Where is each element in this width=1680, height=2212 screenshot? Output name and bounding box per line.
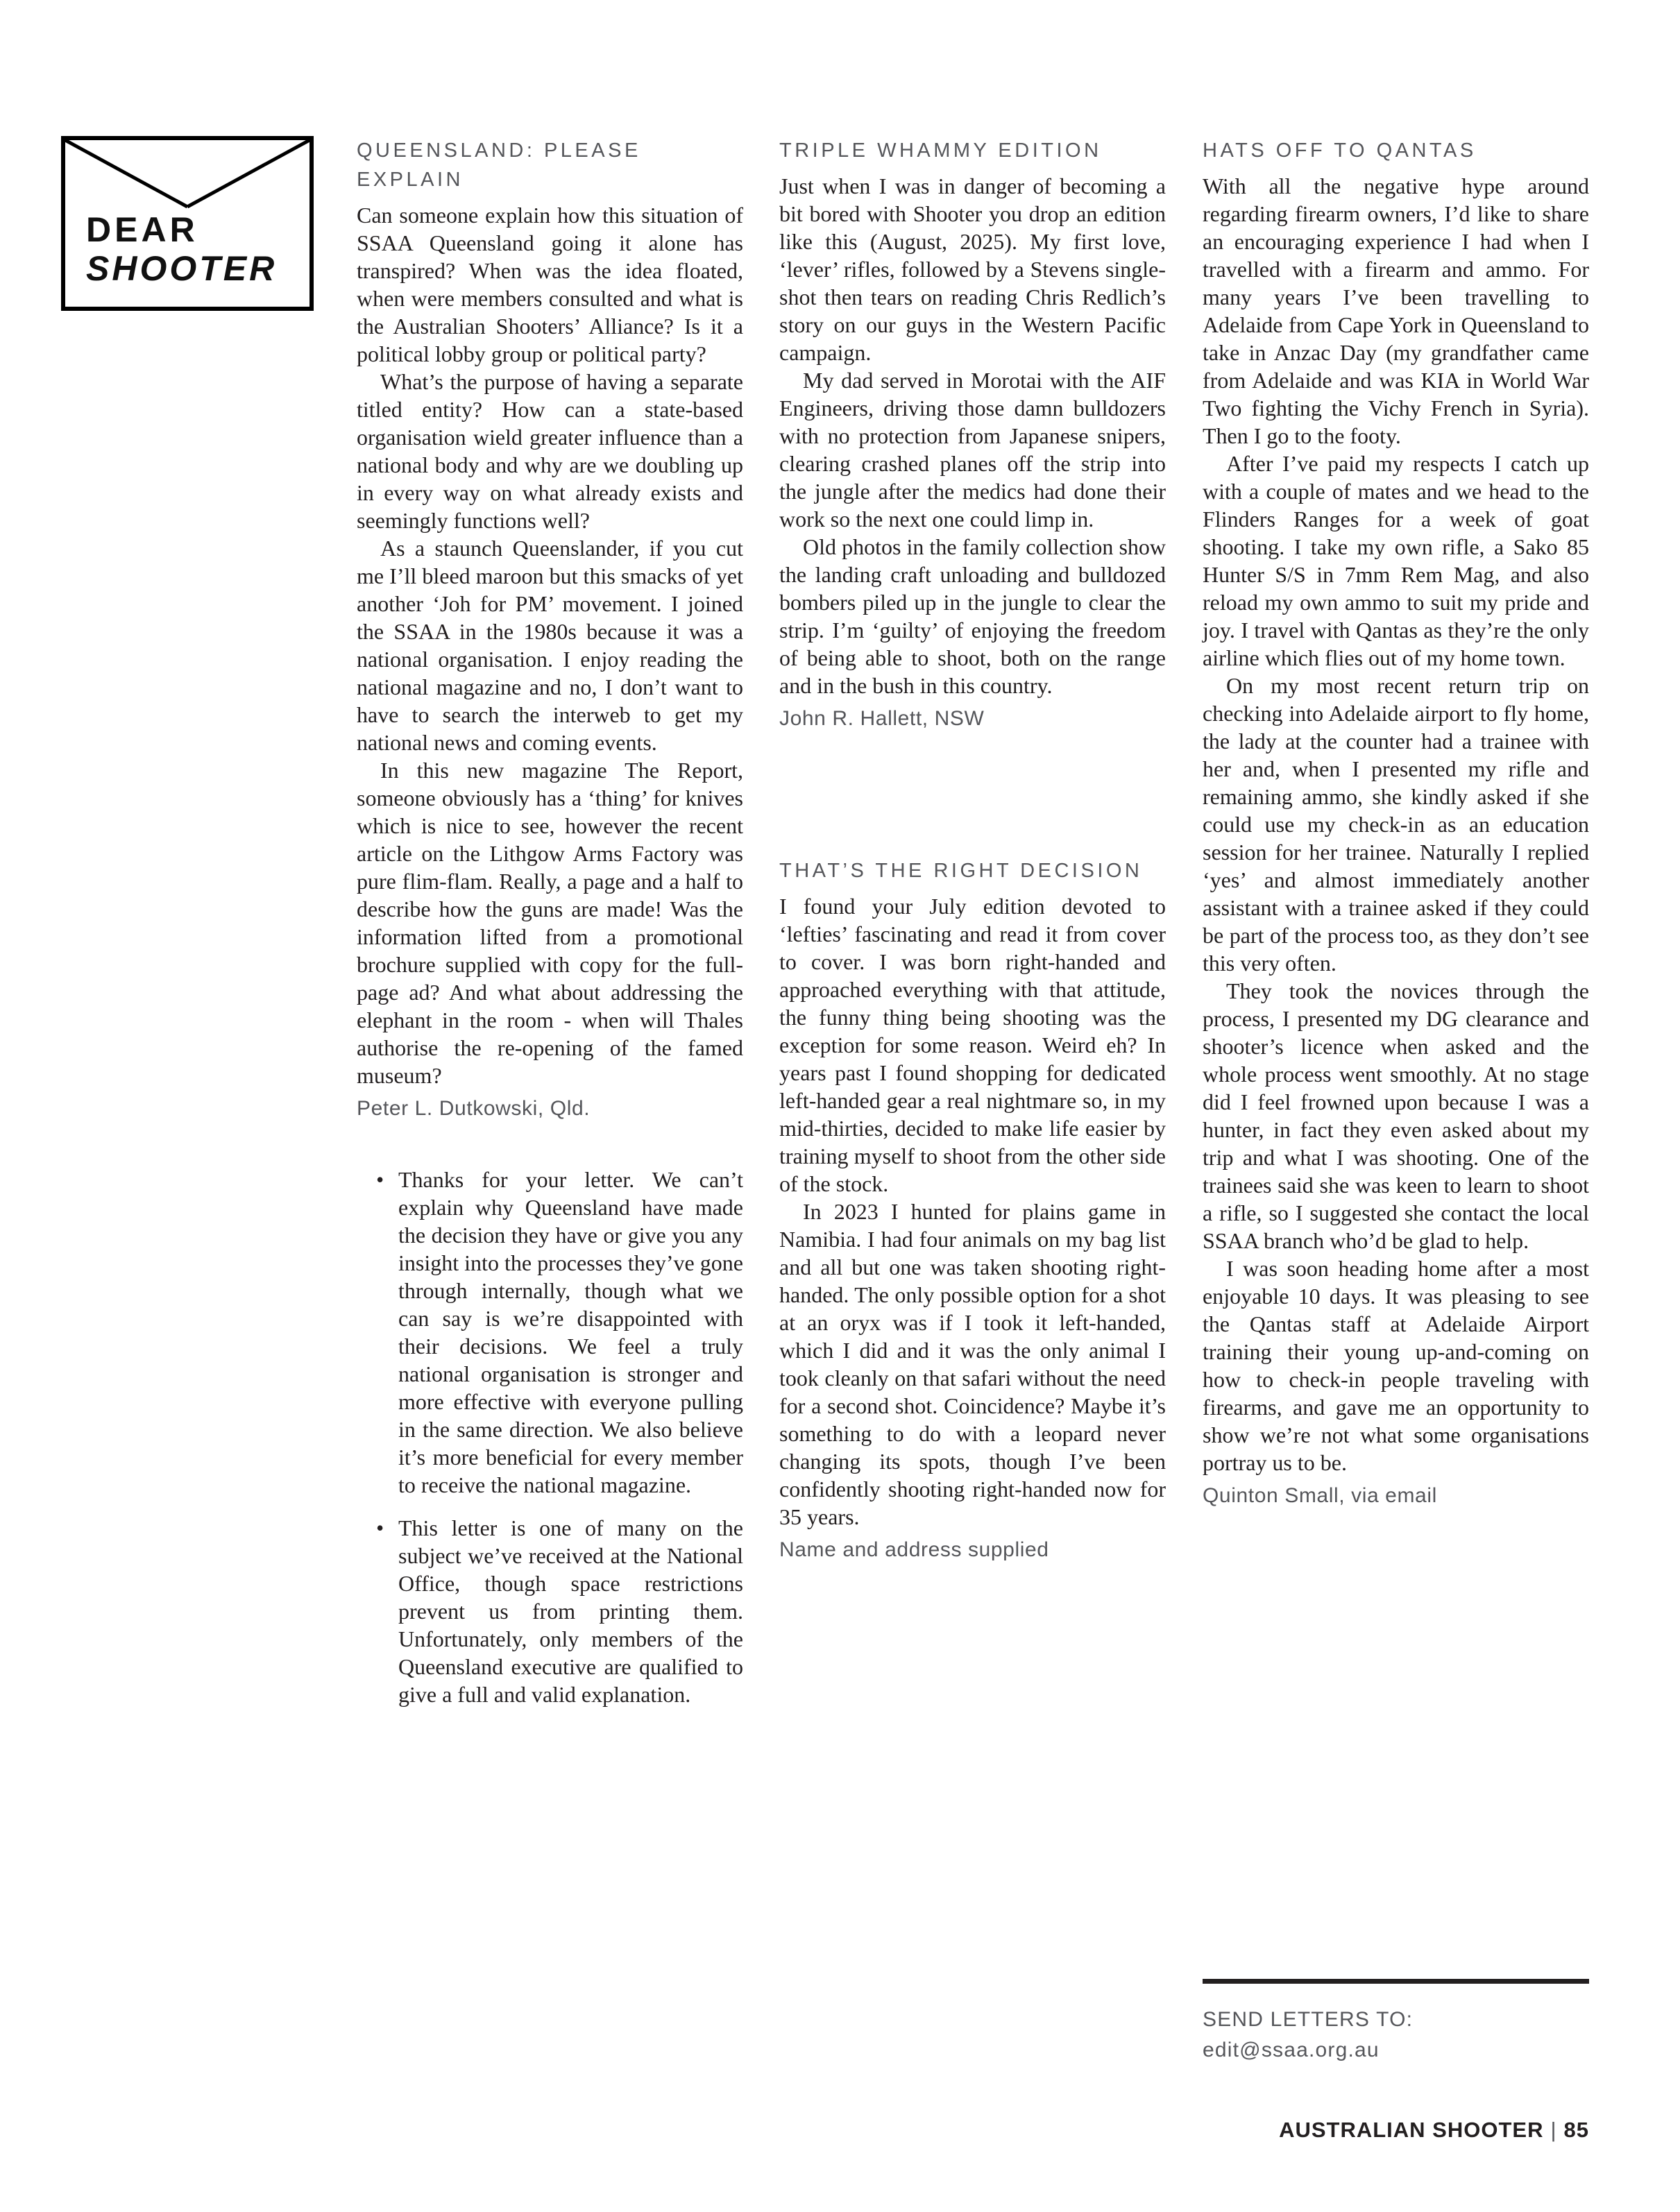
letter-heading: QUEENSLAND: PLEASE EXPLAIN xyxy=(357,139,641,191)
letter-paragraph: Just when I was in danger of becoming a bit bored with Shooter you drop an edition like this (August, 2025). My first love, ‘lever’ rifles, followed by a Stevens single-shot then tears on reading Chris Redlich’s story on our guys in the Western Pacific campaign. xyxy=(779,173,1166,365)
letter-paragraph: My dad served in Morotai with the AIF Engineers, driving those damn bulldozers with no protection from Japanese snipers, clearing crashed planes off the strip into the jungle after the medics had done their work so the next one could limp in. xyxy=(779,368,1166,531)
letter-queensland xyxy=(357,136,743,1708)
letter-paragraph: Old photos in the family collection show the landing craft unloading and bulldozed bombers piled up in the jungle to clear the strip. I’m ‘guilty’ of enjoying the freedom of being able to shoot, both on the range and in the bush in this country. xyxy=(779,534,1166,698)
logo-text-shooter: SHOOTER xyxy=(86,249,278,288)
letter-paragraph: With all the negative hype around regarding firearm owners, I’d like to share an encouraging experience I had when I travelled with a firearm and ammo. For many years I’ve been travelling to Adelaide from Cape York in Queensland to take in Anzac Day (my grandfather came from Adelaide and was KIA in World War Two fighting the Vichy French in Syria). Then I go to the footy. xyxy=(1203,173,1589,448)
dear-shooter-logo xyxy=(61,136,314,311)
column-2 xyxy=(779,136,1166,1564)
letter-paragraph: I was soon heading home after a most enjoyable 10 days. It was pleasing to see the Qantas staff at Adelaide Airport training their young up-and-coming on how to check-in people traveling with firearms, and gave me an opportunity to show we’re not what some organisations portray us to be. xyxy=(1203,1256,1589,1475)
letter-signature: Peter L. Dutkowski, Qld. xyxy=(357,1097,591,1120)
letter-heading: HATS OFF TO QANTAS xyxy=(1203,139,1477,162)
letter-signature: Quinton Small, via email xyxy=(1203,1484,1437,1507)
page-footer xyxy=(1203,2118,1589,2143)
letter-paragraph: What’s the purpose of having a separate titled entity? How can a state-based organisation wield greater influence than a national body and why are we doubling up in every way on what already exists and seemingly functions well? xyxy=(357,369,743,533)
magazine-name: AUSTRALIAN SHOOTER xyxy=(1279,2118,1544,2142)
letter-signature: Name and address supplied xyxy=(779,1538,1049,1561)
letter-qantas xyxy=(1203,136,1589,1510)
letter-paragraph: I found your July edition devoted to ‘lefties’ fascinating and read it from cover to cover. I was born right-handed and approached everything with that attitude, the funny thing being shooting was the exception for some reason. Weird eh? In years past I found shopping for dedicated left-handed gear a real nightmare so, in my mid-thirties, decided to make life easier by training myself to shoot from the other side of the stock. xyxy=(779,894,1166,1196)
letter-paragraph: In 2023 I hunted for plains game in Namibia. I had four animals on my bag list and all but one was taken shooting right-handed. The only possible option for a shot at an oryx was if I took it left-handed, which I did and it was the only animal I took cleanly on that safari without the need for a second shot. Coincidence? Maybe it’s something to do with a leopard never changing its spots, though I’ve been confidently shooting right-handed now for 35 years. xyxy=(779,1199,1166,1529)
page-number: 85 xyxy=(1563,2118,1589,2142)
editor-replies xyxy=(357,1166,743,1708)
editor-reply: • This letter is one of many on the subject we’ve received at the National Office, though space restrictions prevent us from printing them. Unfortunately, only members of the Queensland executive are qualified to give a full and valid explanation. xyxy=(376,1514,743,1708)
letter-whammy xyxy=(779,136,1166,733)
letter-decision xyxy=(779,856,1166,1564)
letter-paragraph: After I’ve paid my respects I catch up with a couple of mates and we head to the Flinders Ranges for a week of goat shooting. I take my own rifle, a Sako 85 Hunter S/S in 7mm Rem Mag, and also reload my own ammo to suit my pride and joy. I travel with Qantas as they’re the only airline which flies out of my home town. xyxy=(1203,451,1589,670)
letter-paragraph: On my most recent return trip on checking into Adelaide airport to fly home, the lady at the counter had a trainee with her and, when I presented my rifle and remaining ammo, she kindly asked if she could use my check-in as an education session for her trainee. Naturally I replied ‘yes’ and almost immediately another assistant with a trainee asked if they could be part of the process too, as they don’t see this very often. xyxy=(1203,673,1589,976)
send-letters-block xyxy=(1203,1979,1589,2066)
send-letters-label: SEND LETTERS TO: xyxy=(1203,2008,1414,2031)
letter-heading: THAT’S THE RIGHT DECISION xyxy=(779,860,1143,882)
editor-reply: • Thanks for your letter. We can’t explain why Queensland have made the decision they have or give you any insight into the processes they’ve gone through internally, though what we can say is we’re disappointed with their decisions. We feel a truly national organisation is stronger and more effective with everyone pulling in the same direction. We also believe it’s more beneficial for every member to receive the national magazine. xyxy=(376,1166,743,1499)
letter-signature: John R. Hallett, NSW xyxy=(779,707,985,730)
letter-paragraph: As a staunch Queenslander, if you cut me I’ll bleed maroon but this smacks of yet another ‘Joh for PM’ movement. I joined the SSAA in the 1980s because it was a national organisation. I enjoy reading the national magazine and no, I don’t want to have to search the interweb to get my national news and coming events. xyxy=(357,536,743,755)
logo-text-dear: DEAR xyxy=(86,210,198,249)
letter-paragraph: Can someone explain how this situation of SSAA Queensland going it alone has transpired? When was the idea floated, when were members consulted and what is the Australian Shooters’ Alliance? Is it a political lobby group or political party? xyxy=(357,203,743,366)
letter-paragraph: In this new magazine The Report, someone obviously has a ‘thing’ for knives which is nice to see, however the recent article on the Lithgow Arms Factory was pure flim-flam. Really, a page and a half to describe how the guns are made! Was the information lifted from a promotional brochure supplied with copy for the full-page ad? And what about addressing the elephant in the room - when will Thales authorise the re-opening of the famed museum? xyxy=(357,758,743,1088)
contact-email: edit@ssaa.org.au xyxy=(1203,2039,1380,2061)
column-1 xyxy=(357,136,743,1724)
letter-heading: TRIPLE WHAMMY EDITION xyxy=(779,139,1102,162)
column-3 xyxy=(1203,136,1589,1510)
envelope-icon xyxy=(65,140,309,216)
footer-separator: | xyxy=(1550,2118,1557,2142)
letter-paragraph: They took the novices through the process, I presented my DG clearance and shooter’s licence when asked and the whole process went smoothly. At no stage did I feel frowned upon because I was a hunter, in fact they even asked about my trip and what I was shooting. One of the trainees said she was keen to learn to shoot a rifle, so I suggested she contact the local SSAA branch who’d be glad to help. xyxy=(1203,978,1589,1253)
divider-rule xyxy=(1203,1979,1589,1984)
